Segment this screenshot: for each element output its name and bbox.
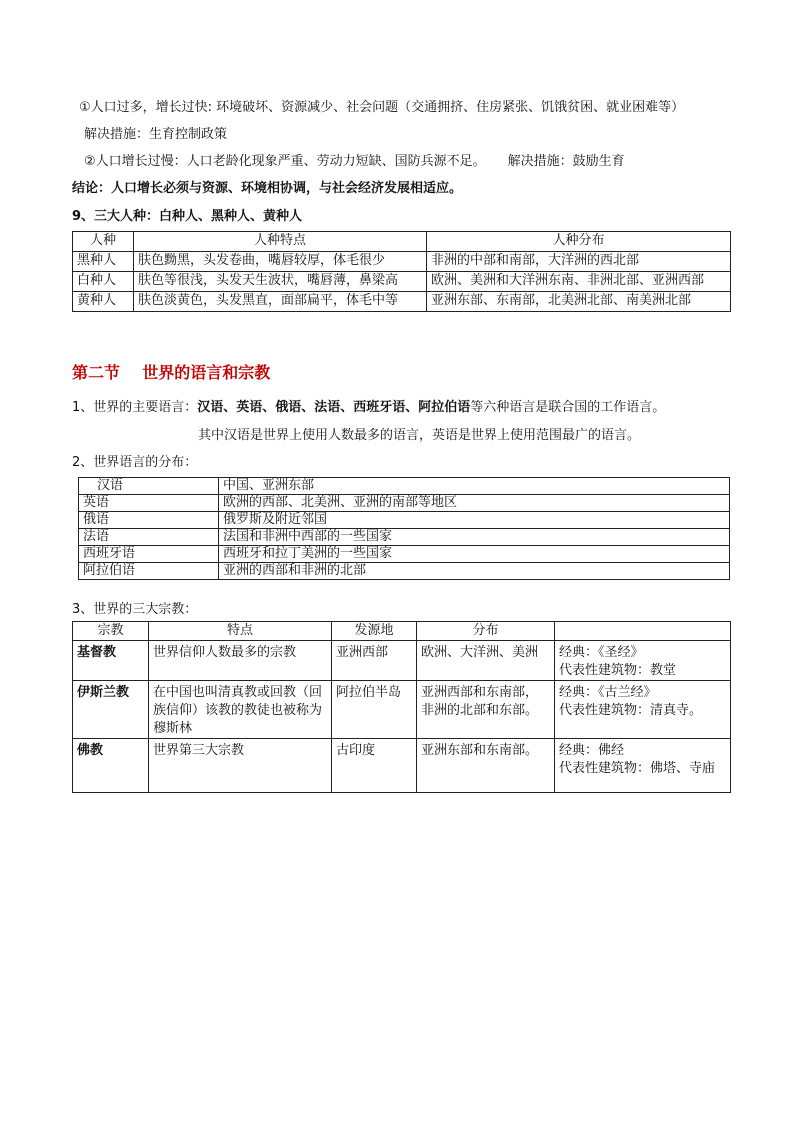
- language-name: 阿拉伯语: [79, 563, 219, 580]
- religion-building: 代表性建筑物：清真寺。: [559, 703, 703, 718]
- section-title: 第二节 世界的语言和宗教: [72, 363, 271, 382]
- religion-name: 佛教: [73, 739, 149, 793]
- race-feature: 肤色淡黄色，头发黑直，面部扁平，体毛中等: [134, 292, 427, 312]
- religion-name: 伊斯兰教: [73, 681, 149, 739]
- table-row: [79, 546, 730, 563]
- language-region: 西班牙和拉丁美洲的一些国家: [219, 546, 730, 563]
- religion-distribution: 亚洲东部和东南部。: [417, 739, 555, 793]
- population-line-1: ①人口过多，增长过快: 环境破坏、资源减少、社会问题（交通拥挤、住房紧张、饥饿贫困、就业困难等）: [79, 100, 685, 115]
- languages-table: [78, 477, 730, 580]
- table-row: [73, 252, 731, 272]
- population-line-3-text: ②人口增长过慢：人口老龄化现象严重、劳动力短缺、国防兵源不足。: [84, 154, 486, 169]
- race-distribution: 欧洲、美洲和大洋洲东南、非洲北部、亚洲西部: [427, 272, 731, 292]
- race-feature: 肤色等很浅，头发天生波状，嘴唇薄，鼻梁高: [134, 272, 427, 292]
- population-line-3: [84, 150, 625, 169]
- table-row: [79, 529, 730, 546]
- religion-feature: 世界信仰人数最多的宗教: [149, 641, 332, 681]
- religions-header-cell: 宗教: [73, 622, 149, 641]
- table-row: [73, 292, 731, 312]
- religions-header-cell: 特点: [149, 622, 332, 641]
- race-feature: 肤色黝黑，头发卷曲，嘴唇较厚，体毛很少: [134, 252, 427, 272]
- religion-feature: 世界第三大宗教: [149, 739, 332, 793]
- race-distribution: 亚洲东部、东南部，北美洲北部、南美洲北部: [427, 292, 731, 312]
- language-region: 亚洲的西部和非洲的北部: [219, 563, 730, 580]
- table-row: [79, 563, 730, 580]
- language-name: 汉语: [79, 478, 219, 495]
- religion-origin: 亚洲西部: [332, 641, 417, 681]
- religion-building: 代表性建筑物：教堂: [559, 663, 677, 678]
- religion-origin: 古印度: [332, 739, 417, 793]
- languages-item-1-suffix: 等六种语言是联合国的工作语言。: [470, 400, 666, 415]
- race-name: 黑种人: [73, 252, 134, 272]
- population-line-3-measure: 解决措施：鼓励生育: [507, 154, 625, 169]
- religion-distribution: 欧洲、大洋洲、美洲: [417, 641, 555, 681]
- religion-info: [555, 641, 731, 681]
- religions-header-cell: 发源地: [332, 622, 417, 641]
- table-row: [73, 272, 731, 292]
- races-header-cell: 人种特点: [134, 232, 427, 252]
- language-region: 中国、亚洲东部: [219, 478, 730, 495]
- religion-info: [555, 681, 731, 739]
- language-region: 法国和非洲中西部的一些国家: [219, 529, 730, 546]
- table-row: [73, 641, 731, 681]
- races-heading: 9、三大人种：白种人、黑种人、黄种人: [72, 209, 303, 224]
- language-region: 欧洲的西部、北美洲、亚洲的南部等地区: [219, 495, 730, 512]
- language-name: 俄语: [79, 512, 219, 529]
- races-header-cell: 人种分布: [427, 232, 731, 252]
- religions-table: [72, 621, 731, 793]
- religion-classic: 经典：《圣经》: [559, 645, 644, 660]
- languages-item-1: [72, 396, 665, 415]
- religion-distribution: 亚洲西部和东南部，非洲的北部和东部。: [417, 681, 555, 739]
- religion-origin: 阿拉伯半岛: [332, 681, 417, 739]
- language-name: 西班牙语: [79, 546, 219, 563]
- race-distribution: 非洲的中部和南部，大洋洲的西北部: [427, 252, 731, 272]
- religion-info: [555, 739, 731, 793]
- languages-item-1-line-2: 其中汉语是世界上使用人数最多的语言，英语是世界上使用范围最广的语言。: [198, 428, 641, 443]
- language-region: 俄罗斯及附近邻国: [219, 512, 730, 529]
- religions-header-cell: 分布: [417, 622, 555, 641]
- religions-header-cell: [555, 622, 731, 641]
- race-name: 黄种人: [73, 292, 134, 312]
- table-row: [73, 232, 731, 252]
- religion-name: 基督教: [73, 641, 149, 681]
- table-row: [73, 681, 731, 739]
- races-table: [72, 231, 731, 312]
- languages-item-1-prefix: 1、世界的主要语言：: [72, 400, 198, 415]
- table-row: [73, 739, 731, 793]
- population-conclusion: 结论：人口增长必须与资源、环境相协调，与社会经济发展相适应。: [72, 181, 463, 196]
- table-row: [79, 495, 730, 512]
- religion-classic: 经典：佛经: [559, 743, 625, 758]
- table-row: [79, 512, 730, 529]
- religion-building: 代表性建筑物：佛塔、寺庙: [559, 761, 716, 776]
- languages-item-2: 2、世界语言的分布：: [72, 455, 198, 470]
- religions-item-3: 3、世界的三大宗教：: [72, 602, 198, 617]
- races-header-cell: 人种: [73, 232, 134, 252]
- language-name: 英语: [79, 495, 219, 512]
- race-name: 白种人: [73, 272, 134, 292]
- table-row: [73, 622, 731, 641]
- languages-item-1-list: 汉语、英语、俄语、法语、西班牙语、阿拉伯语: [197, 400, 471, 415]
- language-name: 法语: [79, 529, 219, 546]
- religion-classic: 经典：《古兰经》: [559, 685, 657, 700]
- religion-feature: 在中国也叫清真教或回教（回族信仰）该教的教徒也被称为穆斯林: [149, 681, 332, 739]
- table-row: [79, 478, 730, 495]
- population-line-2: 解决措施：生育控制政策: [84, 127, 228, 142]
